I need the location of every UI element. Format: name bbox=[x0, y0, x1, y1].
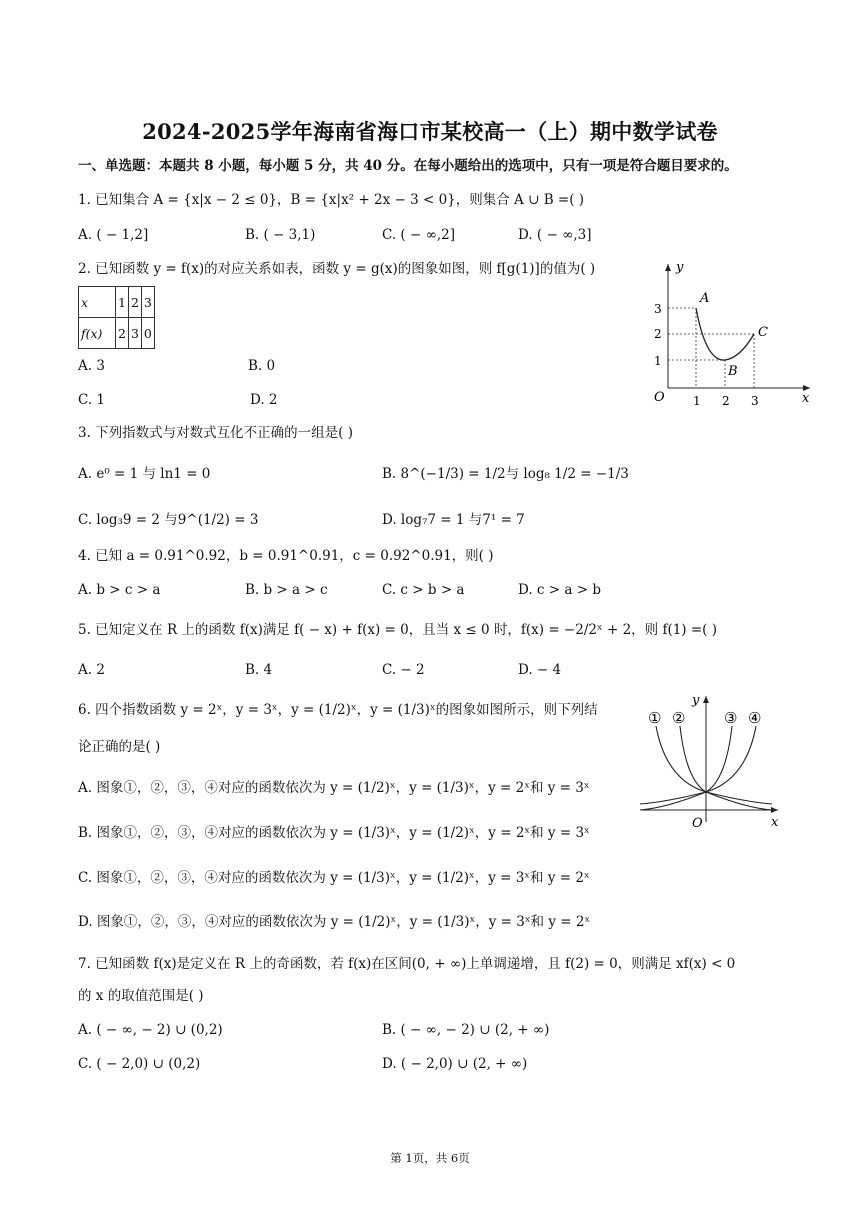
table-cell: 1 bbox=[116, 287, 129, 318]
x-tick-label: 3 bbox=[751, 394, 759, 408]
curve-label: ④ bbox=[748, 709, 762, 727]
x-tick-label: 1 bbox=[693, 394, 701, 408]
x-tick-label: 2 bbox=[722, 394, 730, 408]
q7-option-c: C. ( − 2,0) ∪ (0,2) bbox=[78, 1056, 201, 1072]
table-cell: 2 bbox=[116, 318, 129, 349]
q2-option-d: D. 2 bbox=[250, 392, 278, 408]
table-cell: 2 bbox=[128, 287, 141, 318]
q4-option-d: D. c > a > b bbox=[518, 582, 601, 598]
q1-option-a: A. ( − 1,2] bbox=[78, 227, 149, 243]
page-title: 2024-2025学年海南省海口市某校高一（上）期中数学试卷 bbox=[142, 119, 718, 144]
curve-label: ① bbox=[648, 709, 662, 727]
q6-option-d: D. 图象①，②，③，④对应的函数依次为 y = (1/2)ˣ，y = (1/3)ˣ，y = 3ˣ和 y = 2ˣ bbox=[78, 914, 591, 930]
question-3-stem: 3. 下列指数式与对数式互化不正确的一组是( ) bbox=[78, 425, 353, 441]
q5-option-d: D. − 4 bbox=[518, 662, 562, 678]
y-tick-label: 2 bbox=[654, 327, 662, 341]
x-axis-label: x bbox=[771, 815, 779, 830]
question-1-stem: 1. 已知集合 A = {x|x − 2 ≤ 0}，B = {x|x² + 2x − 3 < 0}，则集合 A ∪ B =( ) bbox=[78, 192, 585, 208]
q2-option-c: C. 1 bbox=[78, 392, 106, 408]
q6-option-a: A. 图象①，②，③，④对应的函数依次为 y = (1/2)ˣ，y = (1/3)ˣ，y = 2ˣ和 y = 3ˣ bbox=[78, 780, 590, 796]
q4-option-c: C. c > b > a bbox=[382, 582, 465, 598]
curve-label: ② bbox=[672, 709, 686, 727]
table-cell: f(x) bbox=[79, 318, 116, 349]
question-6-stem-cont: 论正确的是( ) bbox=[78, 739, 161, 755]
y-tick-label: 3 bbox=[654, 302, 662, 316]
q2-option-a: A. 3 bbox=[78, 358, 105, 374]
x-axis-label: x bbox=[802, 391, 810, 406]
question-7-stem-cont: 的 x 的取值范围是( ) bbox=[78, 988, 204, 1004]
exponential-graph bbox=[636, 690, 786, 835]
q6-option-c: C. 图象①，②，③，④对应的函数依次为 y = (1/3)ˣ，y = (1/2)ˣ，y = 3ˣ和 y = 2ˣ bbox=[78, 870, 590, 886]
table-cell: 3 bbox=[128, 318, 141, 349]
q4-option-a: A. b > c > a bbox=[78, 582, 161, 598]
q7-option-a: A. ( − ∞, − 2) ∪ (0,2) bbox=[78, 1022, 223, 1038]
q1-option-d: D. ( − ∞,3] bbox=[518, 227, 592, 243]
q3-option-c: C. log₃9 = 2 与9^(1/2) = 3 bbox=[78, 512, 259, 528]
point-label: A bbox=[700, 291, 710, 306]
function-table bbox=[78, 286, 155, 349]
q3-option-d: D. log₇7 = 1 与7¹ = 7 bbox=[382, 512, 525, 528]
question-5-stem: 5. 已知定义在 R 上的函数 f(x)满足 f( − x) + f(x) = 0，且当 x ≤ 0 时，f(x) = −2/2ˣ + 2，则 f(1) =( ) bbox=[78, 622, 718, 638]
question-7-stem: 7. 已知函数 f(x)是定义在 R 上的奇函数，若 f(x)在区间(0, + ∞)上单调递增，且 f(2) = 0，则满足 xf(x) < 0 bbox=[78, 956, 736, 972]
q1-option-b: B. ( − 3,1) bbox=[245, 227, 316, 243]
question-2-stem: 2. 已知函数 y = f(x)的对应关系如表，函数 y = g(x)的图象如图，则 f[g(1)]的值为( ) bbox=[78, 261, 596, 277]
table-cell: 3 bbox=[141, 287, 154, 318]
q3-option-b: B. 8^(−1/3) = 1/2与 log₈ 1/2 = −1/3 bbox=[382, 466, 629, 482]
question-4-stem: 4. 已知 a = 0.91^0.92，b = 0.91^0.91，c = 0.92^0.91，则( ) bbox=[78, 548, 494, 564]
question-6-stem: 6. 四个指数函数 y = 2ˣ，y = 3ˣ，y = (1/2)ˣ，y = (1/3)ˣ的图象如图所示，则下列结 bbox=[78, 702, 598, 718]
table-cell: x bbox=[79, 287, 116, 318]
q7-option-d: D. ( − 2,0) ∪ (2, + ∞) bbox=[382, 1056, 528, 1072]
point-label: C bbox=[758, 325, 768, 340]
q5-option-c: C. − 2 bbox=[382, 662, 425, 678]
origin-label: O bbox=[692, 816, 703, 831]
q7-option-b: B. ( − ∞, − 2) ∪ (2, + ∞) bbox=[382, 1022, 550, 1038]
q4-option-b: B. b > a > c bbox=[245, 582, 328, 598]
q5-option-b: B. 4 bbox=[245, 662, 273, 678]
q5-option-a: A. 2 bbox=[78, 662, 105, 678]
q2-option-b: B. 0 bbox=[248, 358, 276, 374]
table-cell: 0 bbox=[141, 318, 154, 349]
q1-option-c: C. ( − ∞,2] bbox=[382, 227, 455, 243]
section-heading: 一、单选题：本题共 8 小题，每小题 5 分，共 40 分。在每小题给出的选项中，只有一项是符合题目要求的。 bbox=[78, 158, 738, 174]
page-footer: 第 1页，共 6页 bbox=[390, 1151, 470, 1165]
q3-option-a: A. e⁰ = 1 与 ln1 = 0 bbox=[78, 466, 211, 482]
q6-option-b: B. 图象①，②，③，④对应的函数依次为 y = (1/3)ˣ，y = (1/2)ˣ，y = 2ˣ和 y = 3ˣ bbox=[78, 825, 590, 841]
point-label: B bbox=[728, 364, 738, 379]
y-axis-label: y bbox=[676, 260, 684, 275]
y-axis-label: y bbox=[692, 693, 700, 708]
origin-label: O bbox=[654, 390, 665, 405]
y-tick-label: 1 bbox=[654, 354, 662, 368]
curve-label: ③ bbox=[724, 709, 738, 727]
g-function-graph bbox=[640, 258, 820, 408]
